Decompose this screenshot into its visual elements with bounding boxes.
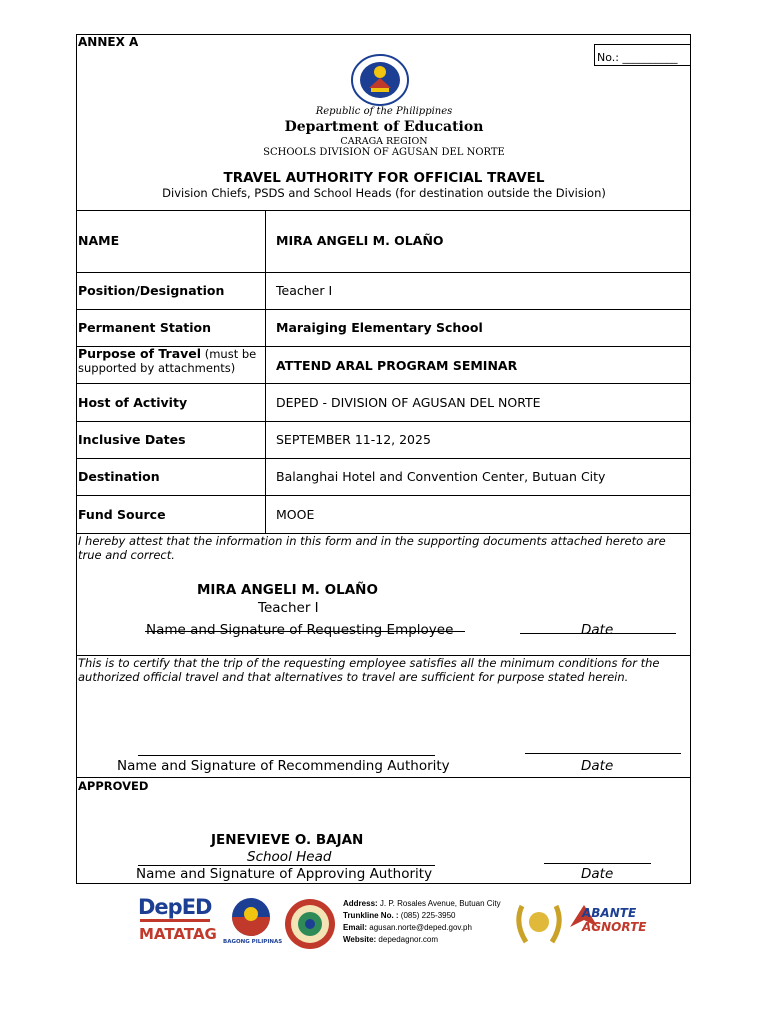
approver-date-line	[544, 863, 651, 864]
recommending-date-line	[525, 753, 681, 754]
division-seal	[283, 897, 337, 951]
form-title: TRAVEL AUTHORITY FOR OFFICIAL TRAVEL	[223, 170, 545, 186]
website-label: Website:	[343, 935, 377, 944]
certification-text	[78, 657, 688, 684]
trunkline-line	[343, 910, 501, 922]
attestation-line-2: true and correct.	[78, 547, 175, 562]
section-line	[76, 777, 691, 778]
website-line	[343, 934, 501, 946]
trunkline-value: (085) 225-3950	[398, 911, 456, 920]
address-value: J. P. Rosales Avenue, Butuan City	[377, 899, 501, 908]
host-label: Host of Activity	[78, 395, 188, 410]
dates-value[interactable]: SEPTEMBER 11-12, 2025	[276, 432, 431, 447]
purpose-note-2: supported by attachments)	[78, 361, 236, 375]
email-line	[343, 922, 501, 934]
station-label: Permanent Station	[78, 320, 212, 335]
approver-name: JENEVIEVE O. BAJAN	[211, 832, 364, 848]
recommending-signature-caption: Name and Signature of Recommending Authority	[117, 758, 450, 774]
agnorte-text: AGNORTE	[582, 920, 647, 934]
dates-label: Inclusive Dates	[78, 432, 186, 447]
matatag-logo-text: MATATAG	[139, 925, 217, 943]
annex-label: ANNEX A	[78, 35, 139, 49]
employee-name: MIRA ANGELI M. OLAÑO	[197, 582, 378, 598]
recommending-signature-line	[138, 755, 435, 756]
form-border	[76, 34, 691, 884]
republic-text: Republic of the Philippines	[315, 106, 453, 117]
bagong-pilipinas-logo	[223, 896, 283, 951]
purpose-value[interactable]: ATTEND ARAL PROGRAM SEMINAR	[276, 358, 518, 373]
website-value[interactable]: depedagnor.com	[376, 935, 439, 944]
destination-value[interactable]: Balanghai Hotel and Convention Center, Butuan City	[276, 469, 606, 484]
host-value[interactable]: DEPED - DIVISION OF AGUSAN DEL NORTE	[276, 395, 541, 410]
approver-signature-caption: Name and Signature of Approving Authority	[136, 866, 433, 882]
destination-label: Destination	[78, 469, 160, 484]
logo-stripe	[140, 919, 210, 922]
abante-agnorte-logo	[570, 903, 650, 943]
email-value[interactable]: agusan.norte@deped.gov.ph	[367, 923, 472, 932]
form-subtitle: Division Chiefs, PSDS and School Heads (for destination outside the Division)	[162, 186, 606, 200]
trunkline-label: Trunkline No. :	[343, 911, 399, 920]
row-line	[76, 383, 691, 384]
laurel-emblem	[512, 898, 566, 948]
name-value[interactable]: MIRA ANGELI M. OLAÑO	[276, 233, 444, 248]
certification-line-1: This is to certify that the trip of the requesting employee satisfies all the minimum conditions for the	[78, 656, 660, 670]
fund-label: Fund Source	[78, 507, 166, 522]
approved-heading: APPROVED	[78, 779, 149, 793]
fund-value[interactable]: MOOE	[276, 507, 315, 522]
station-value[interactable]: Maraiging Elementary School	[276, 320, 483, 335]
attestation-text	[78, 535, 688, 562]
employee-position: Teacher I	[258, 600, 319, 616]
deped-matatag-logo	[136, 893, 216, 953]
deped-logo-text: DepED	[138, 895, 212, 919]
table-top-line	[76, 210, 691, 211]
position-label: Position/Designation	[78, 283, 225, 298]
contact-block	[343, 898, 501, 946]
employee-date-caption: Date	[581, 622, 614, 638]
employee-signature-caption: Name and Signature of Requesting Employee	[146, 622, 454, 638]
position-value[interactable]: Teacher I	[276, 283, 333, 298]
recommending-date-caption: Date	[581, 758, 614, 774]
purpose-note-1: (must be	[201, 347, 257, 361]
approver-position: School Head	[247, 849, 332, 865]
name-label: NAME	[78, 233, 120, 248]
abante-text: ABANTE	[582, 906, 637, 920]
department-title: Department of Education	[284, 119, 484, 135]
certification-line-2: authorized official travel and that alternatives to travel are sufficient for purpose stated herein.	[78, 669, 629, 684]
row-line	[76, 421, 691, 422]
purpose-label-block	[78, 347, 256, 375]
deped-seal	[349, 54, 411, 106]
address-line	[343, 898, 501, 910]
row-line	[76, 272, 691, 273]
region-text: CARAGA REGION	[340, 136, 428, 147]
purpose-label: Purpose of Travel	[78, 346, 202, 361]
approver-date-caption: Date	[581, 866, 614, 882]
row-line	[76, 458, 691, 459]
division-text: SCHOOLS DIVISION OF AGUSAN DEL NORTE	[263, 147, 505, 158]
row-line	[76, 309, 691, 310]
column-divider	[265, 210, 266, 533]
bagong-pilipinas-text: BAGONG PILIPINAS	[223, 939, 283, 945]
attestation-line-1: I hereby attest that the information in this form and in the supporting documents attached hereto are	[78, 534, 666, 548]
email-label: Email:	[343, 923, 368, 932]
address-label: Address:	[343, 899, 378, 908]
row-line	[76, 495, 691, 496]
number-field[interactable]: No.: __________	[597, 51, 678, 64]
